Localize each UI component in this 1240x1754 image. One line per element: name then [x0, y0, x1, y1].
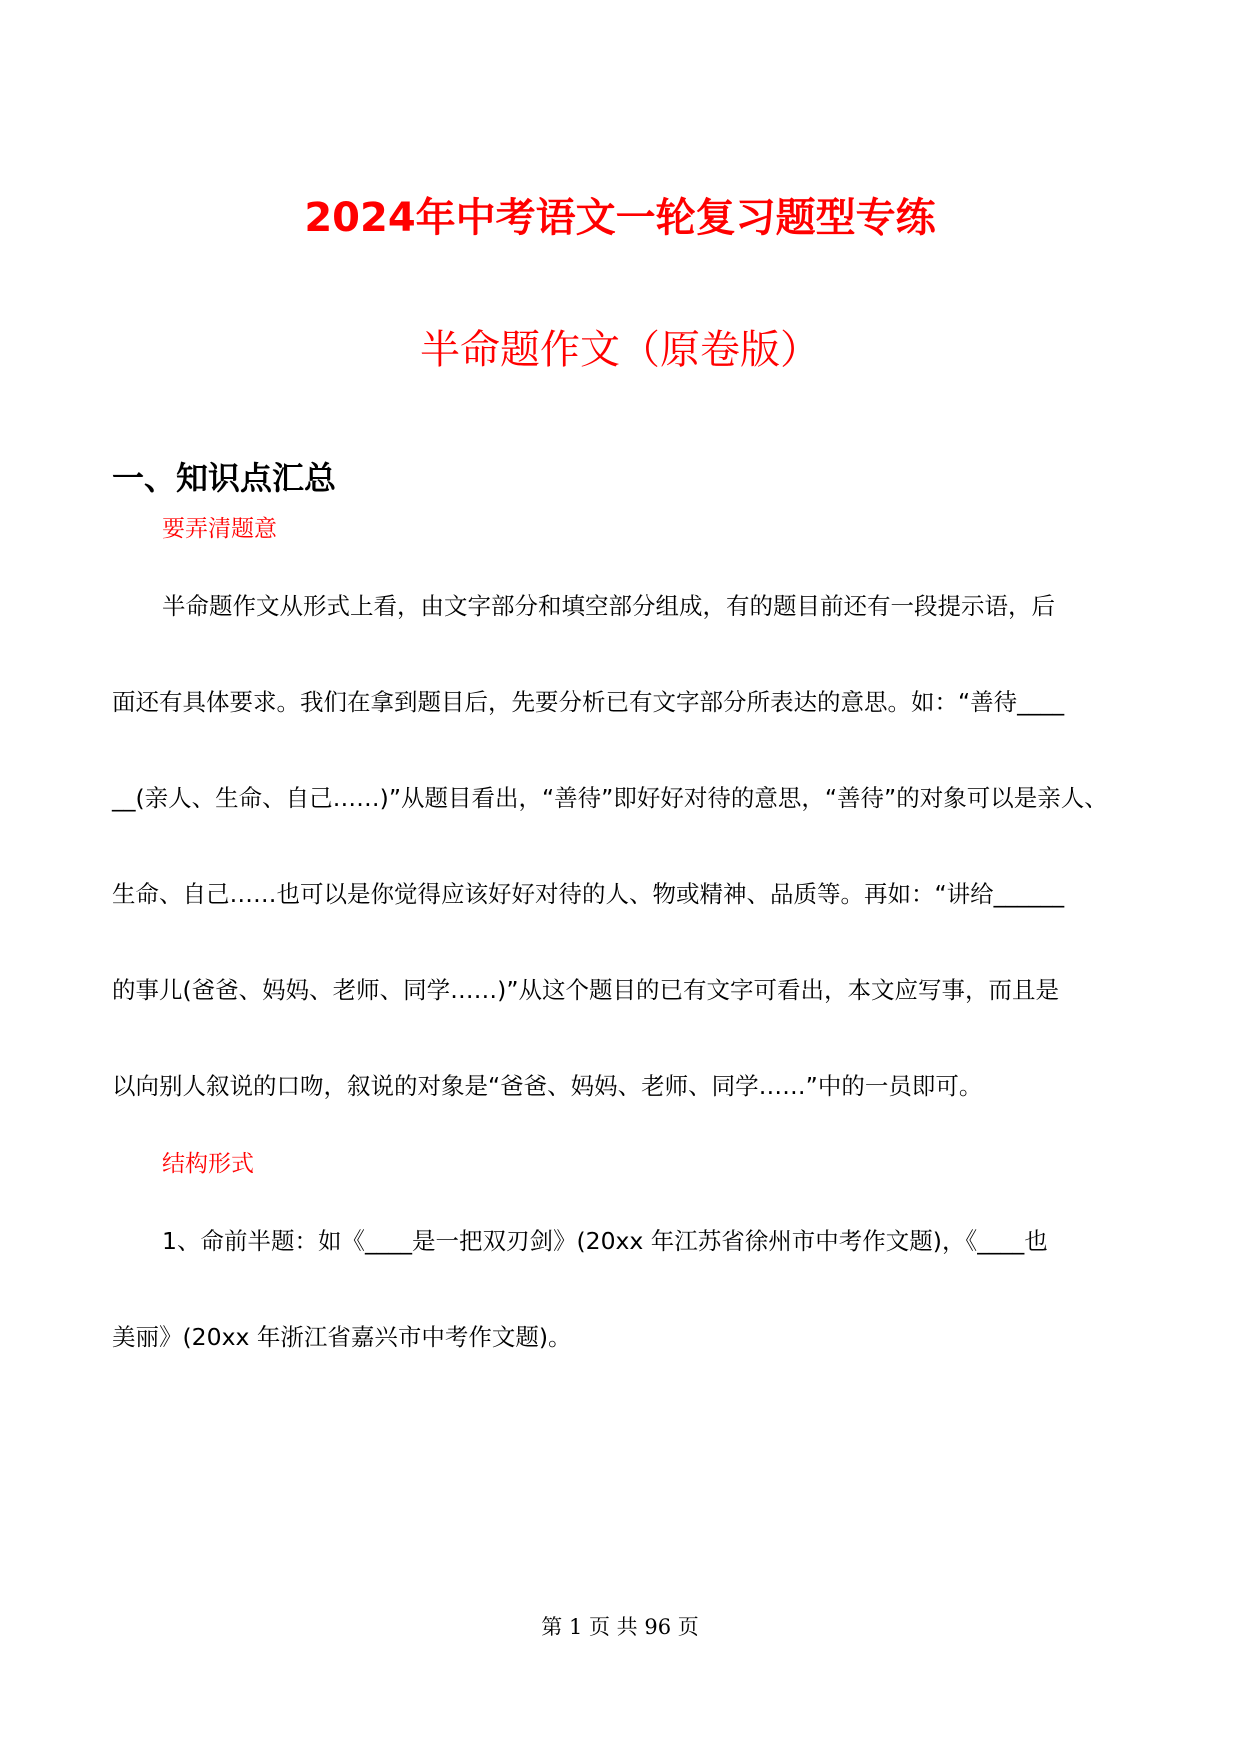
paragraph-line: 美丽》(20xx 年浙江省嘉兴市中考作文题)。 — [112, 1323, 572, 1351]
paragraph-line: 1、命前半题：如《____是一把双刃剑》(20xx 年江苏省徐州市中考作文题)，《____也 — [162, 1227, 1048, 1255]
document-title: 2024年中考语文一轮复习题型专练 — [304, 195, 936, 241]
paragraph-line: 以向别人叙说的口吻，叙说的对象是“爸爸、妈妈、老师、同学……”中的一员即可。 — [112, 1072, 983, 1100]
section-heading-knowledge-summary: 一、知识点汇总 — [112, 459, 337, 497]
paragraph-line: 面还有具体要求。我们在拿到题目后，先要分析已有文字部分所表达的意思。如：“善待____ — [112, 688, 1065, 716]
document-subtitle: 半命题作文（原卷版） — [420, 327, 820, 373]
subheading-understand-topic: 要弄清题意 — [162, 516, 277, 542]
paragraph-line: 生命、自己……也可以是你觉得应该好好对待的人、物或精神、品质等。再如：“讲给______ — [112, 880, 1065, 908]
subheading-structure-form: 结构形式 — [162, 1151, 254, 1177]
paragraph-line: 的事儿(爸爸、妈妈、老师、同学……)”从这个题目的已有文字可看出，本文应写事，而且是 — [112, 976, 1060, 1004]
paragraph-line: 半命题作文从形式上看，由文字部分和填空部分组成，有的题目前还有一段提示语，后 — [162, 592, 1055, 620]
page-number-footer: 第 1 页 共 96 页 — [541, 1615, 699, 1639]
paragraph-line: __(亲人、生命、自己……)”从题目看出，“善待”即好好对待的意思，“善待”的对象可以是亲人、 — [112, 784, 1108, 812]
